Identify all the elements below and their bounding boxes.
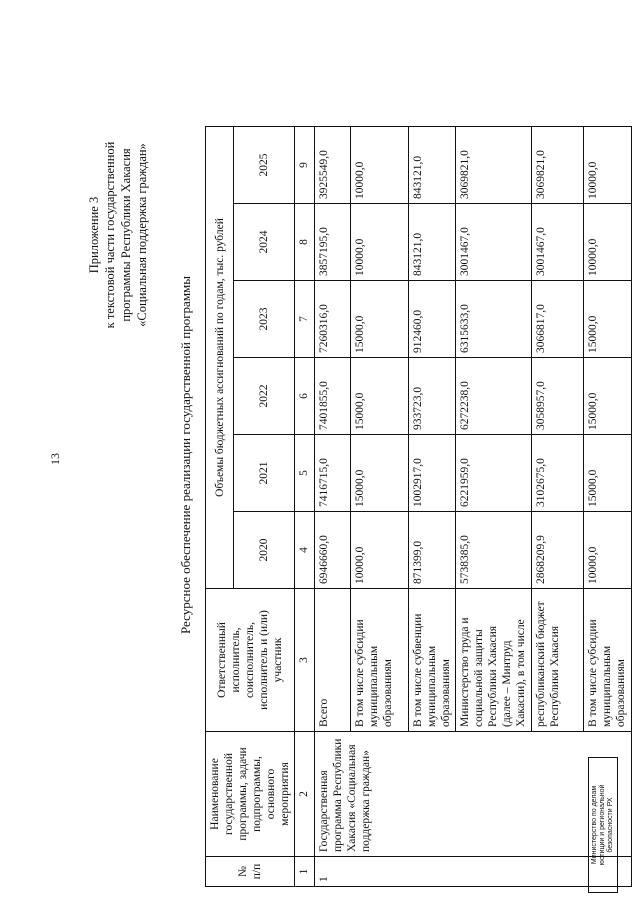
value-cell: 2868209,9 — [532, 512, 584, 589]
appendix-line: «Социальная поддержка граждан» — [135, 143, 149, 327]
value-cell: 7260316,0 — [315, 281, 351, 358]
header-year: 2020 — [234, 512, 295, 589]
value-cell: 6272238,0 — [456, 358, 532, 435]
value-cell: 933723,0 — [409, 358, 456, 435]
row-label: республиканский бюджет Республики Хакасия — [532, 589, 584, 732]
value-cell: 10000,0 — [584, 512, 632, 589]
value-cell: 15000,0 — [351, 435, 409, 512]
appendix-line: к текстовой части государственной — [103, 141, 117, 329]
table-row — [315, 127, 351, 887]
index-cell: 1 — [295, 857, 315, 887]
header-no: № п/п — [206, 857, 295, 887]
value-cell: 6946660,0 — [315, 512, 351, 589]
value-cell: 10000,0 — [351, 127, 409, 204]
index-cell: 5 — [295, 435, 315, 512]
row-label: В том числе субсидии муниципальным образованиям — [584, 589, 632, 732]
index-cell: 9 — [295, 127, 315, 204]
value-cell: 10000,0 — [584, 204, 632, 281]
header-executor: Ответственный исполнитель, соисполнитель, исполнитель и (или) участник — [206, 589, 295, 732]
header-year: 2025 — [234, 127, 295, 204]
value-cell: 912460,0 — [409, 281, 456, 358]
header-year: 2021 — [234, 435, 295, 512]
header-name: Наименование государственной программы, задачи подпрограммы, основного мероприятия — [206, 732, 295, 857]
stamp-line: юстиции и региональной — [599, 784, 606, 866]
value-cell: 6221959,0 — [456, 435, 532, 512]
value-cell: 3001467,0 — [532, 204, 584, 281]
row-label: В том числе субсидии муниципальным образованиям — [351, 589, 409, 732]
header-year: 2024 — [234, 204, 295, 281]
header-year: 2023 — [234, 281, 295, 358]
value-cell: 5738385,0 — [456, 512, 532, 589]
value-cell: 10000,0 — [351, 204, 409, 281]
appendix-line: Приложение 3 — [87, 196, 101, 274]
header-year: 2022 — [234, 358, 295, 435]
program-number: 1 — [315, 857, 632, 887]
index-cell: 2 — [295, 732, 315, 857]
index-cell: 8 — [295, 204, 315, 281]
row-label: Всего — [315, 589, 351, 732]
resource-table — [205, 126, 632, 887]
value-cell: 10000,0 — [584, 127, 632, 204]
value-cell: 7401855,0 — [315, 358, 351, 435]
value-cell: 843121,0 — [409, 127, 456, 204]
program-name: Государственная программа Республики Хакасия «Социальная поддержка граждан» — [315, 732, 632, 857]
value-cell: 3102675,0 — [532, 435, 584, 512]
page-number: 13 — [48, 453, 62, 465]
index-cell: 3 — [295, 589, 315, 732]
value-cell: 1002917,0 — [409, 435, 456, 512]
header-volume: Объемы бюджетных ассигнований по годам, тыс. рублей — [206, 127, 234, 589]
appendix-note — [86, 125, 150, 345]
value-cell: 7416715,0 — [315, 435, 351, 512]
value-cell: 6315633,0 — [456, 281, 532, 358]
registration-stamp — [588, 757, 618, 893]
value-cell: 15000,0 — [584, 358, 632, 435]
row-label: В том числе субвенции муниципальным образованиям — [409, 589, 456, 732]
value-cell: 10000,0 — [351, 512, 409, 589]
value-cell: 3058957,0 — [532, 358, 584, 435]
index-cell: 4 — [295, 512, 315, 589]
row-label: Министерство труда и социальной защиты Республики Хакасия (далее – Минтруд Хакасии), в том числе — [456, 589, 532, 732]
value-cell: 3001467,0 — [456, 204, 532, 281]
value-cell: 3857195,0 — [315, 204, 351, 281]
index-cell: 7 — [295, 281, 315, 358]
value-cell: 3069821,0 — [456, 127, 532, 204]
appendix-line: программы Республики Хакасия — [119, 148, 133, 322]
value-cell: 15000,0 — [351, 358, 409, 435]
document-title: Ресурсное обеспечение реализации государственной программы — [178, 275, 193, 635]
value-cell: 843121,0 — [409, 204, 456, 281]
value-cell: 3069821,0 — [532, 127, 584, 204]
value-cell: 871399,0 — [409, 512, 456, 589]
value-cell: 15000,0 — [584, 435, 632, 512]
value-cell: 3925549,0 — [315, 127, 351, 204]
stamp-line: безопасности РХ — [607, 797, 614, 853]
value-cell: 15000,0 — [584, 281, 632, 358]
stamp-line: Министерство по делам — [591, 785, 598, 865]
index-cell: 6 — [295, 358, 315, 435]
value-cell: 3066817,0 — [532, 281, 584, 358]
value-cell: 15000,0 — [351, 281, 409, 358]
